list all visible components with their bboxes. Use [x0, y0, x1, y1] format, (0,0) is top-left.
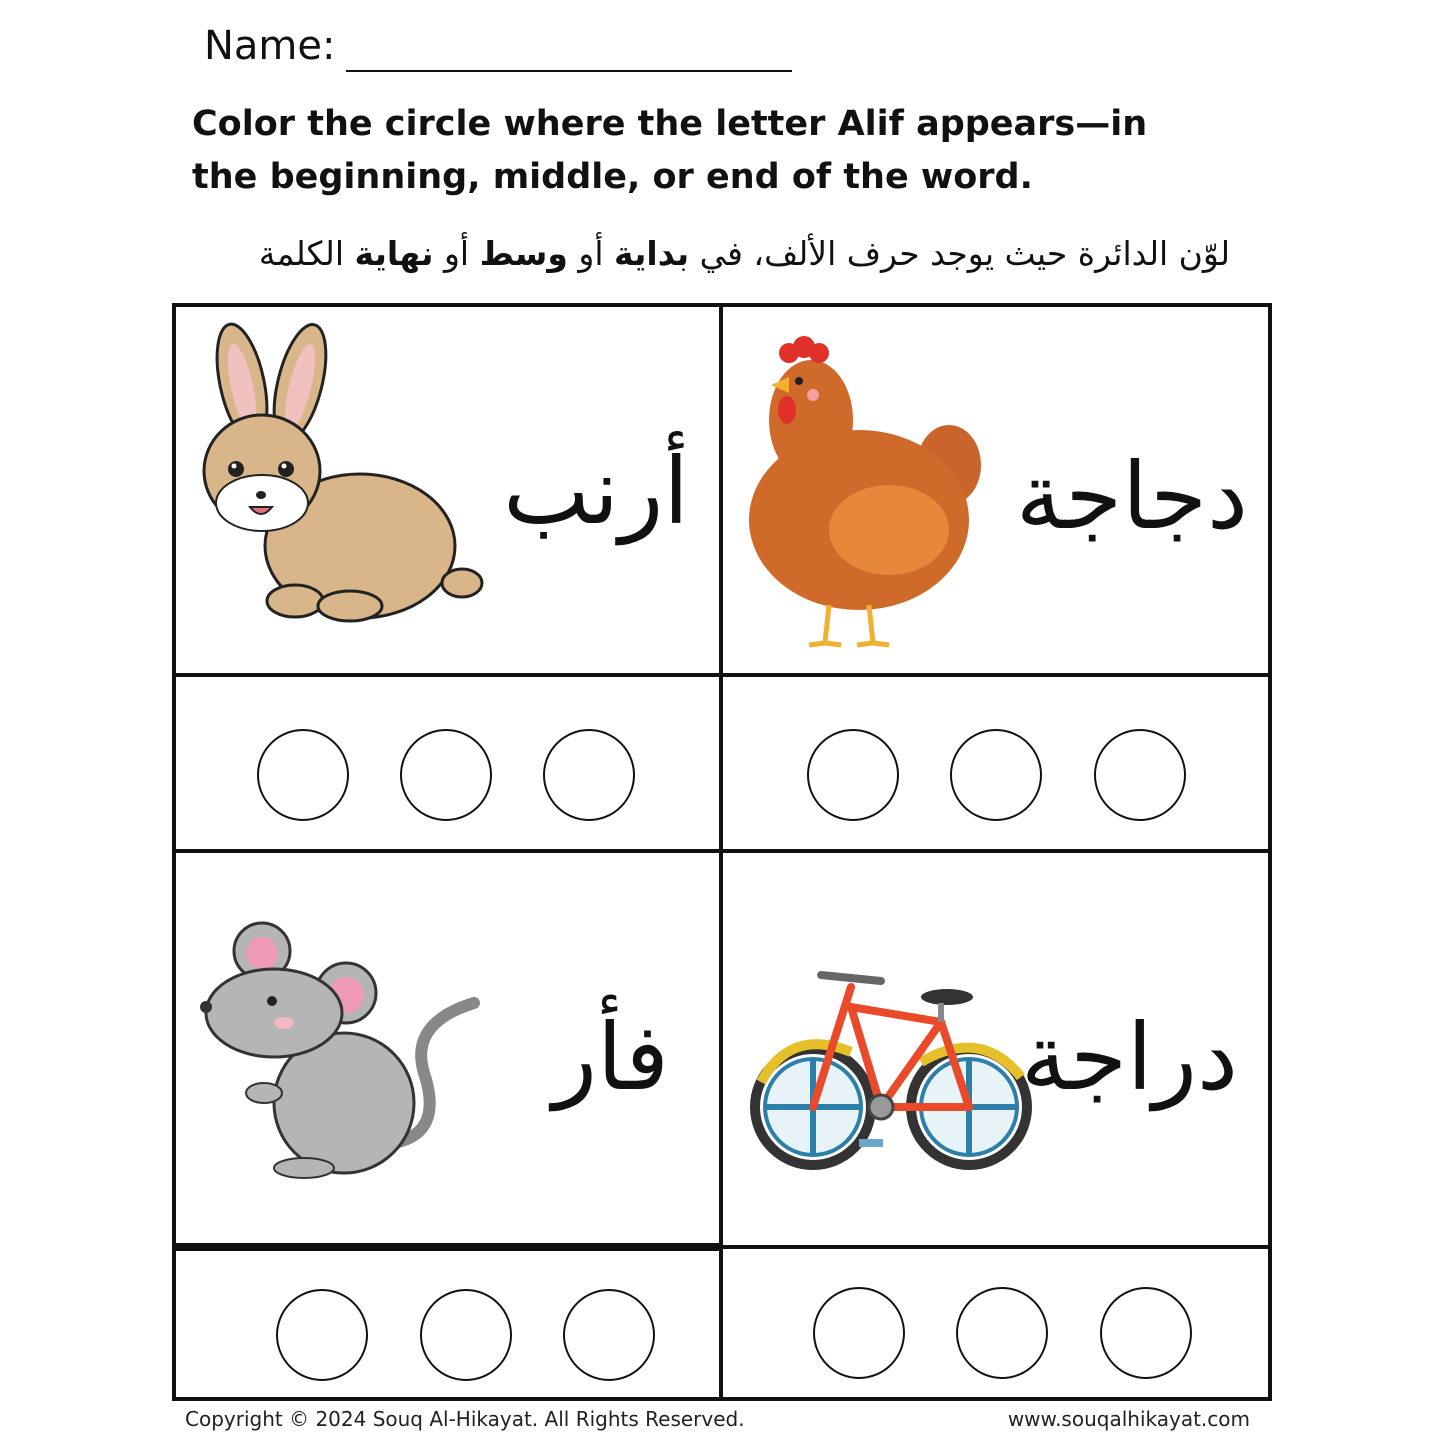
arabic-instructions — [180, 230, 1230, 278]
word-rabbit: أرنب — [503, 438, 689, 545]
answer-circle-middle[interactable] — [420, 1289, 512, 1381]
answer-circle-middle[interactable] — [400, 729, 492, 821]
arabic-instr-part2: الكلمة — [258, 234, 355, 273]
answer-row-mouse — [172, 1247, 723, 1401]
answer-row-chicken — [719, 673, 1272, 853]
copyright-notice: Copyright © 2024 Souq Al-Hikayat. All Rights Reserved. — [185, 1407, 745, 1431]
answer-circle-beginning[interactable] — [813, 1287, 905, 1379]
name-write-line[interactable] — [346, 70, 792, 72]
word-chicken: دجاجة — [1015, 443, 1248, 550]
name-row — [204, 22, 335, 70]
english-instructions: Color the circle where the letter Alif appears—in the beginning, middle, or end of the word. — [192, 104, 1148, 197]
chicken-icon — [749, 325, 999, 645]
answer-circle-end[interactable] — [1094, 729, 1186, 821]
picture-card-bicycle — [719, 849, 1272, 1249]
worksheet-grid — [172, 303, 1272, 1401]
name-label: Name: — [204, 23, 336, 69]
answer-circle-end[interactable] — [1100, 1287, 1192, 1379]
word-mouse: فأر — [552, 1004, 669, 1111]
picture-card-mouse — [172, 849, 723, 1247]
answer-circle-beginning[interactable] — [257, 729, 349, 821]
arabic-instr-part1: لوّن الدائرة حيث يوجد حرف الألف، في — [689, 234, 1230, 273]
arabic-instr-end: نهاية — [354, 234, 434, 273]
word-bicycle: دراجة — [1020, 1004, 1238, 1111]
answer-circle-middle[interactable] — [956, 1287, 1048, 1379]
answer-row-rabbit — [172, 673, 723, 853]
arabic-instr-or1: أو — [567, 234, 614, 273]
rabbit-icon — [190, 321, 490, 641]
picture-card-rabbit — [172, 303, 723, 677]
arabic-instr-or2: أو — [433, 234, 480, 273]
answer-circle-beginning[interactable] — [807, 729, 899, 821]
arabic-instr-beginning: بداية — [614, 234, 690, 273]
picture-card-chicken — [719, 303, 1272, 677]
website-link[interactable]: www.souqalhikayat.com — [1007, 1407, 1250, 1431]
bicycle-icon — [751, 967, 1031, 1187]
answer-circle-end[interactable] — [563, 1289, 655, 1381]
answer-circle-beginning[interactable] — [276, 1289, 368, 1381]
arabic-instr-middle: وسط — [479, 234, 568, 273]
answer-row-bicycle — [719, 1245, 1272, 1401]
mouse-icon — [194, 923, 484, 1183]
answer-circle-middle[interactable] — [950, 729, 1042, 821]
answer-circle-end[interactable] — [543, 729, 635, 821]
